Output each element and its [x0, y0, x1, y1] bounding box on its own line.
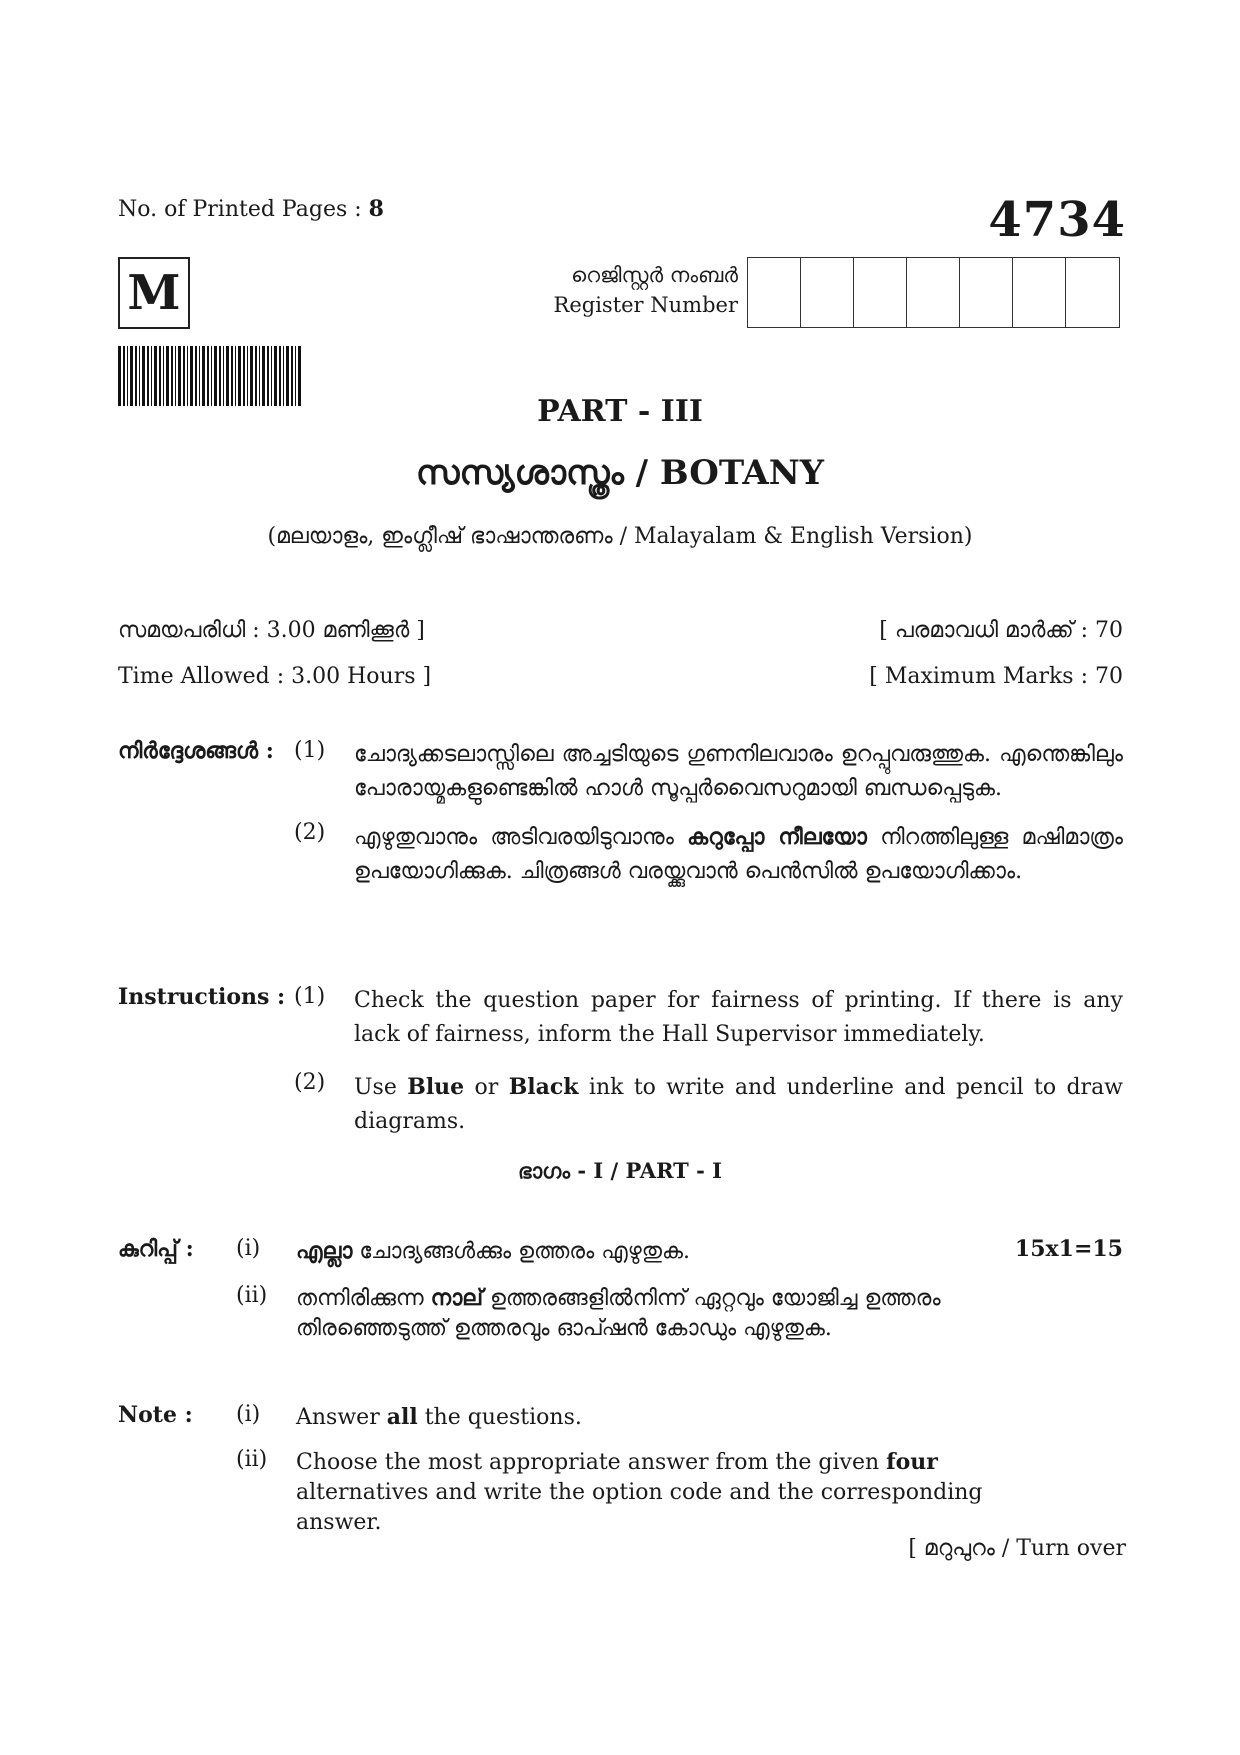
item-number: (ii)	[236, 1447, 268, 1472]
paper-code: 4734	[988, 192, 1126, 248]
printed-pages	[118, 196, 384, 222]
printed-pages-label: No. of Printed Pages :	[118, 197, 362, 222]
note-en-2	[118, 1447, 1123, 1538]
instruction-ml-2	[118, 820, 1123, 889]
part-one-heading: ഭാഗം - I / PART - I	[518, 1158, 722, 1183]
instruction-en-2	[118, 1070, 1123, 1139]
printed-pages-value: 8	[368, 196, 384, 222]
version-letter-box	[118, 257, 190, 329]
time-marks-ml	[118, 618, 1123, 643]
item-number: (1)	[294, 738, 326, 763]
register-number-label	[500, 260, 738, 320]
instruction-text: Use Blue or Black ink to write and underline and pencil to draw diagrams.	[354, 1074, 1124, 1134]
item-number: (2)	[294, 820, 326, 845]
version-note: (മലയാളം, ഇംഗ്ലീഷ് ഭാഷാന്തരണം / Malayalam & English Version)	[267, 524, 973, 549]
instructions-ml	[118, 738, 1123, 889]
item-number: (ii)	[236, 1283, 268, 1308]
marks-allocation: 15x1=15	[1014, 1236, 1123, 1262]
note-en-1	[118, 1402, 1123, 1433]
instruction-text: ചോദ്യക്കടലാസ്സിലെ അച്ചടിയുടെ ഗുണനിലവാരം ഉറപ്പുവരുത്തുക. എന്തെങ്കിലും പോരായ്മകളുണ്ടെങ്കിൽ ഹാൾ സൂപ്പർവൈസറുമായി ബന്ധപ്പെടുക.	[354, 742, 1123, 801]
instruction-text: എഴുതുവാനും അടിവരയിടുവാനും കറുപ്പോ നീലയോ നിറത്തിലുള്ള മഷിമാത്രം ഉപയോഗിക്കുക. ചിത്രങ്ങൾ വരയ്ക്കുവാൻ പെൻസിൽ ഉപയോഗിക്കാം.	[354, 824, 1123, 884]
instructions-en-label: Instructions :	[118, 984, 286, 1010]
register-digit-box[interactable]	[801, 258, 854, 327]
item-number: (2)	[294, 1070, 326, 1095]
register-digit-box[interactable]	[854, 258, 907, 327]
instruction-ml-1	[118, 738, 1123, 806]
max-marks-ml: [ പരമാവധി മാർക്ക് : 70	[879, 618, 1123, 643]
note-text: തന്നിരിക്കുന്ന നാല് ഉത്തരങ്ങളിൽനിന്ന് ഏറ്റവും യോജിച്ച ഉത്തരം തിരഞ്ഞെടുത്ത് ഉത്തരവും ഓപ്ഷൻ കോഡും എഴുതുക.	[296, 1285, 941, 1341]
instructions-ml-label: നിർദ്ദേശങ്ങൾ :	[118, 738, 274, 764]
note-ml-2	[118, 1283, 1123, 1344]
max-marks-en: [ Maximum Marks : 70	[869, 664, 1123, 689]
time-marks-en	[118, 664, 1123, 689]
instruction-en-1	[118, 984, 1123, 1052]
subject-title: സസ്യശാസ്ത്രം / BOTANY	[415, 453, 825, 493]
note-ml	[118, 1236, 1123, 1344]
note-text: എല്ലാ ചോദ്യങ്ങൾക്കും ഉത്തരം എഴുതുക.	[296, 1238, 691, 1264]
register-label-ml: റെജിസ്റ്റർ നംബർ	[571, 263, 738, 287]
note-ml-1	[118, 1236, 1123, 1267]
time-allowed-ml: സമയപരിധി : 3.00 മണിക്കൂർ ]	[118, 618, 425, 643]
register-number-boxes[interactable]	[747, 257, 1120, 328]
time-allowed-en: Time Allowed : 3.00 Hours ]	[118, 664, 432, 689]
item-number: (i)	[236, 1402, 261, 1427]
note-ml-label: കുറിപ്പ് :	[118, 1236, 194, 1262]
register-label-en: Register Number	[553, 293, 738, 317]
register-digit-box[interactable]	[907, 258, 960, 327]
note-en	[118, 1402, 1123, 1538]
register-digit-box[interactable]	[748, 258, 801, 327]
note-text: Choose the most appropriate answer from the given four alternatives and write the option code and the corresponding answer.	[296, 1449, 983, 1535]
item-number: (1)	[294, 984, 326, 1009]
register-digit-box[interactable]	[1013, 258, 1066, 327]
part-title: PART - III	[537, 394, 703, 429]
instructions-en	[118, 984, 1123, 1139]
note-text: Answer all the questions.	[296, 1404, 582, 1430]
register-digit-box[interactable]	[1066, 258, 1119, 327]
register-digit-box[interactable]	[960, 258, 1013, 327]
version-letter: M	[127, 265, 181, 321]
item-number: (i)	[236, 1236, 261, 1261]
instruction-text: Check the question paper for fairness of printing. If there is any lack of fairness, inform the Hall Supervisor immediately.	[354, 988, 1123, 1047]
turn-over: [ മറുപുറം / Turn over	[908, 1536, 1126, 1561]
note-en-label: Note :	[118, 1402, 193, 1428]
